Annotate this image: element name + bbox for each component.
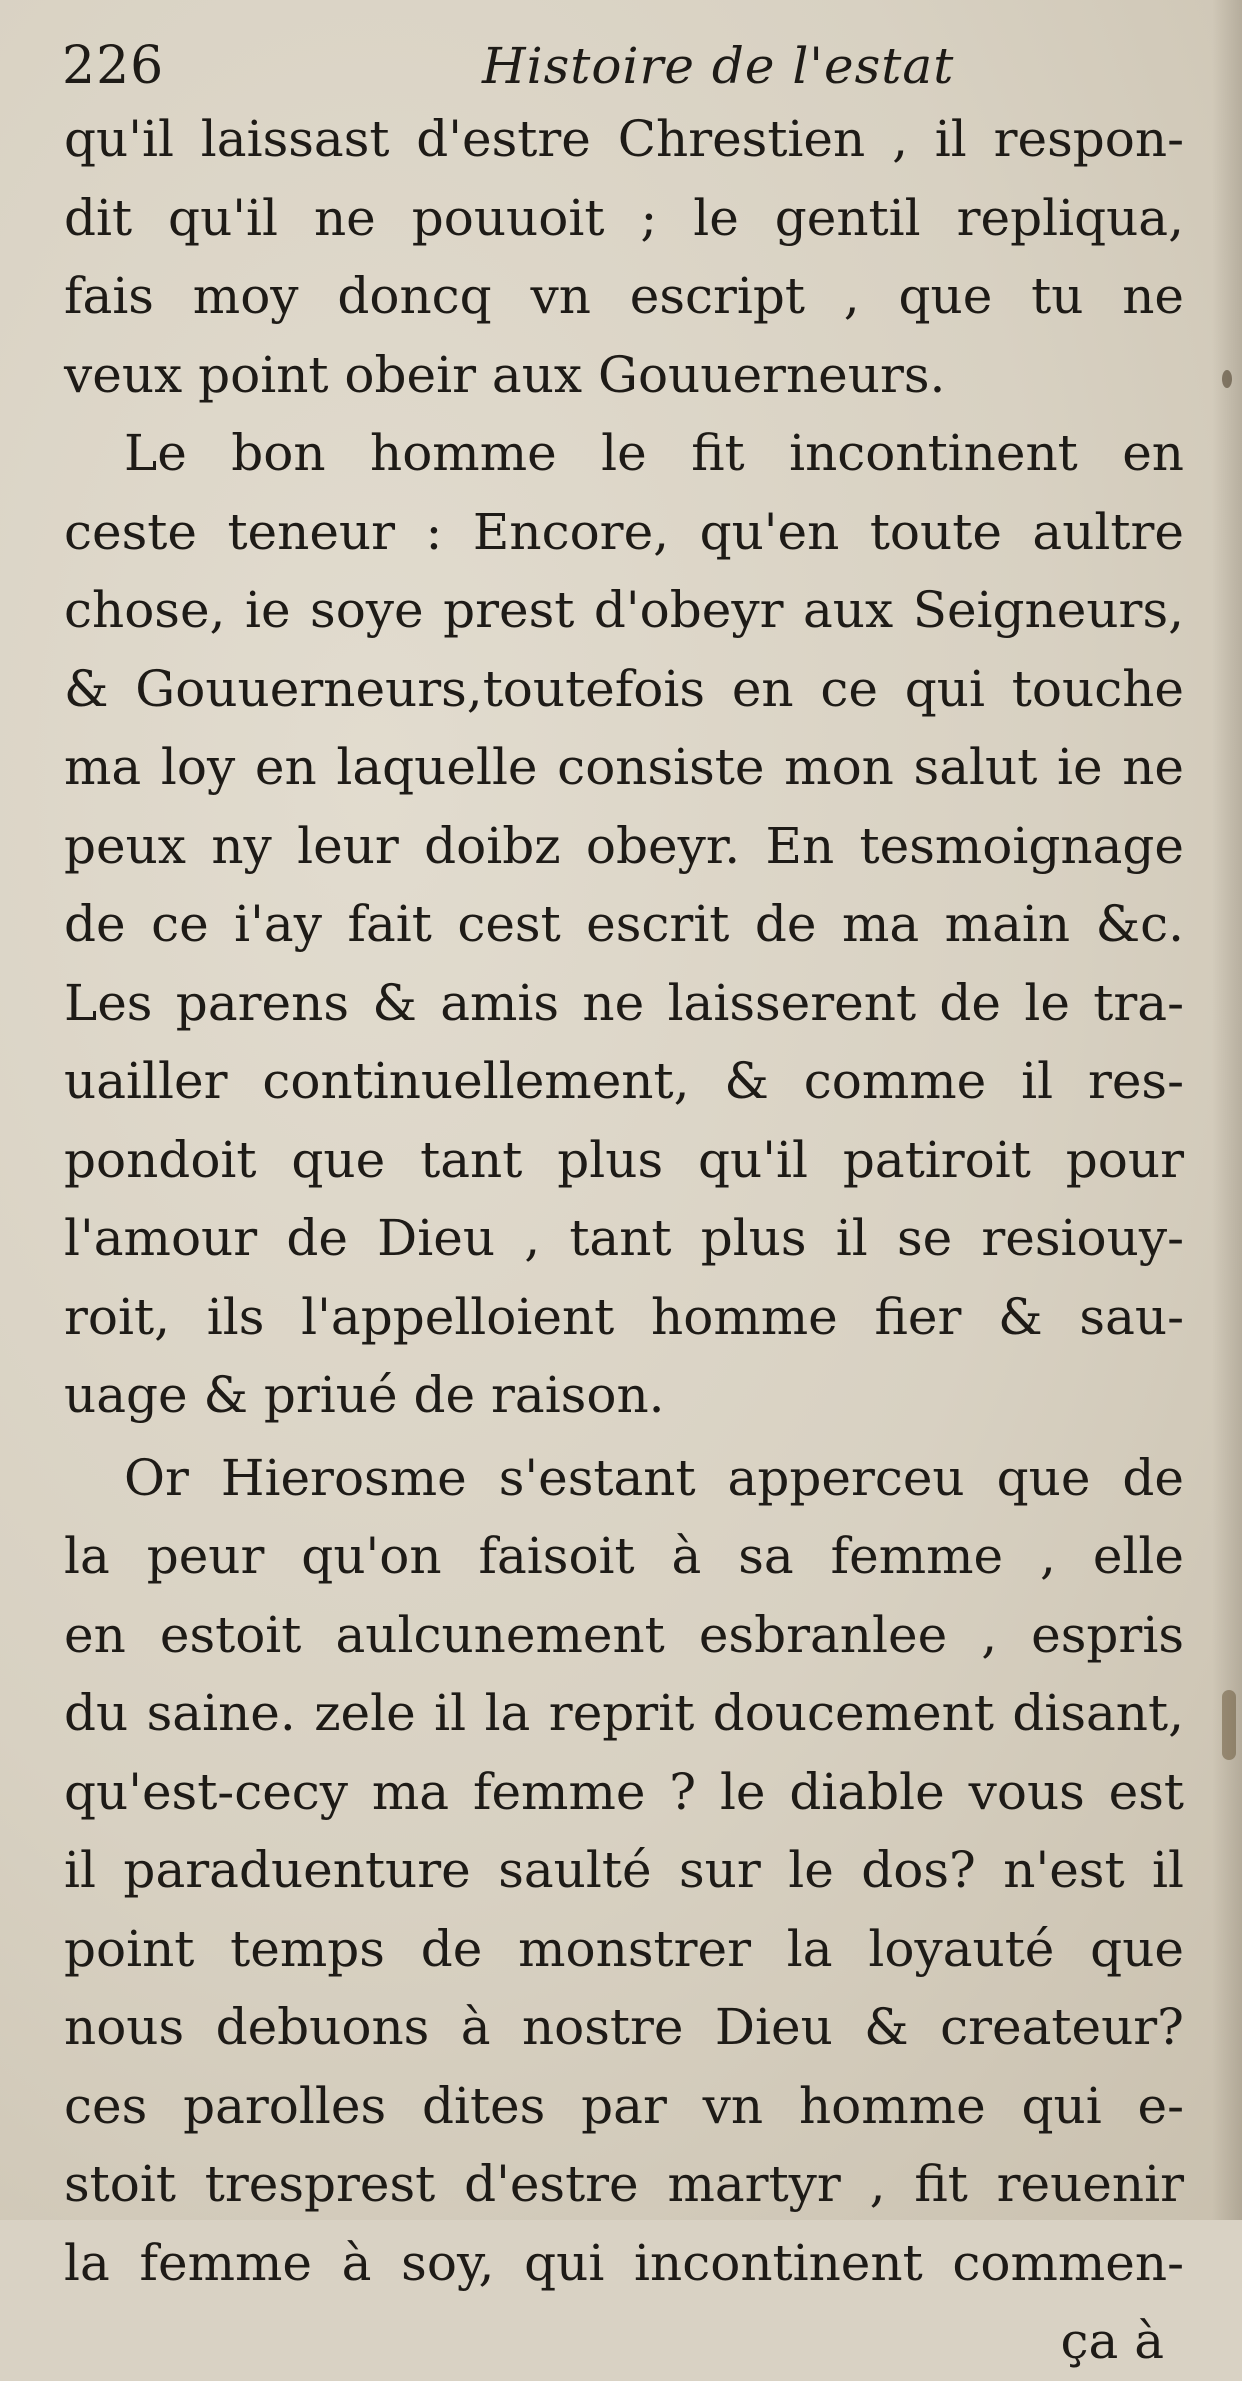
text-line: qu'est-cecy ma femme ? le diable vous est bbox=[64, 1762, 1184, 1821]
paragraph bbox=[64, 100, 1184, 414]
text-line: ces parolles dites par vn homme qui e- bbox=[64, 2076, 1184, 2135]
text-line: l'amour de Dieu , tant plus il se resiouy- bbox=[64, 1209, 1184, 1267]
text-line: il paraduenture saulté sur le dos? n'est il bbox=[64, 1841, 1184, 1899]
paragraph bbox=[64, 414, 1184, 1435]
page-edge-shadow bbox=[1212, 0, 1242, 2220]
text-line: & Gouuerneurs,toutefois en ce qui touche bbox=[64, 659, 1184, 718]
text-line: la femme à soy, qui incontinent commen- bbox=[64, 2233, 1184, 2292]
text-line: dit qu'il ne pouuoit ; le gentil repliqua, bbox=[64, 188, 1184, 247]
ink-stain bbox=[1222, 370, 1232, 388]
text-line: roit, ils l'appelloient homme fier & sau- bbox=[64, 1287, 1184, 1346]
catchword: ça à bbox=[1060, 2312, 1164, 2370]
ink-stain bbox=[1222, 1690, 1236, 1760]
page-number: 226 bbox=[62, 36, 165, 96]
text-line: la peur qu'on faisoit à sa femme , elle bbox=[64, 1527, 1184, 1585]
text-line: en estoit aulcunement esbranlee , espris bbox=[64, 1605, 1184, 1664]
text-line: uage & priué de raison. bbox=[64, 1366, 665, 1424]
text-line: du saine. zele il la reprit doucement disant, bbox=[64, 1684, 1184, 1742]
text-line: fais moy doncq vn escript , que tu ne bbox=[64, 267, 1184, 325]
text-line: veux point obeir aux Gouuerneurs. bbox=[64, 345, 946, 404]
text-line: Les parens & amis ne laisserent de le tra- bbox=[64, 973, 1184, 1032]
body-text bbox=[64, 100, 1184, 2381]
text-line: Or Hierosme s'estant apperceu que de bbox=[124, 1448, 1184, 1507]
text-line: peux ny leur doibz obeyr. En tesmoignage bbox=[64, 816, 1184, 875]
text-line: stoit tresprest d'estre martyr , fit reuenir bbox=[64, 2155, 1184, 2213]
text-line: pondoit que tant plus qu'il patiroit pour bbox=[64, 1130, 1184, 1189]
text-line: chose, ie soye prest d'obeyr aux Seigneurs, bbox=[64, 581, 1184, 639]
text-line: qu'il laissast d'estre Chrestien , il respon- bbox=[64, 110, 1184, 168]
text-line: nous debuons à nostre Dieu & createur? bbox=[64, 1998, 1184, 2056]
text-line: ma loy en laquelle consiste mon salut ie ne bbox=[64, 738, 1184, 796]
text-line: uailler continuellement, & comme il res- bbox=[64, 1052, 1184, 1110]
text-line: Le bon homme le fit incontinent en bbox=[124, 424, 1184, 482]
paragraph bbox=[64, 1439, 1184, 2303]
running-title: Histoire de l'estat bbox=[482, 37, 955, 95]
page-header bbox=[62, 30, 1172, 100]
text-line: de ce i'ay fait cest escrit de ma main &c. bbox=[64, 895, 1184, 953]
text-line: point temps de monstrer la loyauté que bbox=[64, 1919, 1184, 1978]
text-line: ceste teneur : Encore, qu'en toute aultre bbox=[64, 502, 1184, 561]
